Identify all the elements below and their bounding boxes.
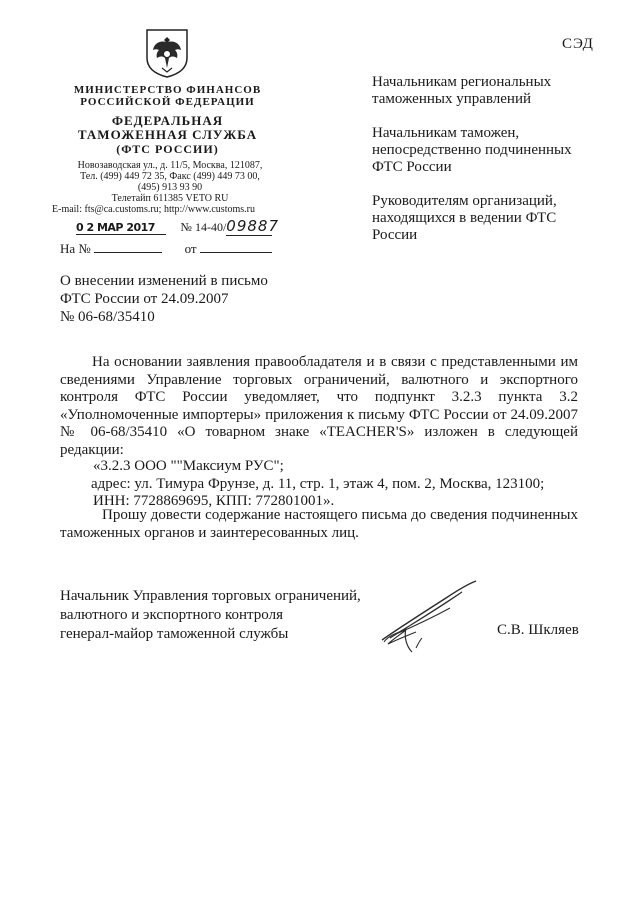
signature-position <box>60 587 380 644</box>
service-line-2: ТАМОЖЕННАЯ СЛУЖБА <box>77 127 258 142</box>
quote-line-3: ИНН: 7728869695, КПП: 772801001». <box>93 493 335 509</box>
handwritten-signature <box>376 578 486 658</box>
sender-teletype: Телетайп 611385 VETO RU <box>111 193 229 204</box>
body-paragraph-1: На основании заявления правообладателя и в связи с представленными им сведениями Управление торговых ограничений, валютного и экспортного контроля ФТС России уведомляет, что подпункт 3.2.3 пункта 3.2 «Уполномоченные импортеры» приложения к письму ФТС России от 24.09.2007 № 06-68/35410 «О товарном знаке «TEACHER'S» изложен в следующей редакции: <box>60 354 578 458</box>
sender-address: Новозаводская ул., д. 11/5, Москва, 121087, <box>77 160 263 171</box>
subject-line-2: ФТС России от 24.09.2007 <box>60 291 229 307</box>
ministry-line-2: РОССИЙСКОЙ ФЕДЕРАЦИИ <box>80 96 255 108</box>
document-mark: СЭД <box>562 36 594 52</box>
registration-number-prefix: № 14-40/ <box>180 220 227 234</box>
sender-contacts <box>40 160 300 215</box>
body-paragraph-2: Прошу довести содержание настоящего письма до сведения подчиненных таможенных органов и заинтересованных лиц. <box>60 507 578 541</box>
reference-field <box>94 240 162 253</box>
subject-line-1: О внесении изменений в письмо <box>60 273 268 289</box>
from-label: от <box>184 241 197 256</box>
registration-date: 0 2 МАР 2017 <box>76 221 166 235</box>
body-quote <box>93 458 573 511</box>
from-field <box>200 240 272 253</box>
recipient-2: Начальникам таможен, непосредственно подчиненных ФТС России <box>372 125 572 175</box>
signatory-name: С.В. Шкляев <box>497 622 579 638</box>
quote-line-1: «3.2.3 ООО ""Максиум РУС"; <box>93 458 284 474</box>
sender-phone: Тел. (499) 449 72 35, Факс (499) 449 73 00, <box>80 171 260 182</box>
reference-label: На № <box>60 241 91 256</box>
position-line-1: Начальник Управления торговых ограничений, <box>60 588 361 604</box>
position-line-2: валютного и экспортного контроля <box>60 607 283 623</box>
sender-phone-2: (495) 913 93 90 <box>137 182 203 193</box>
recipient-3: Руководителям организаций, находящихся в ведении ФТС России <box>372 193 557 243</box>
registration-number: 09887 <box>226 217 279 235</box>
service-line-3: (ФТС РОССИИ) <box>116 142 219 156</box>
registration-line <box>76 217 296 236</box>
subject-line-3: № 06-68/35410 <box>60 309 155 325</box>
reference-line <box>60 240 300 257</box>
service-line-1: ФЕДЕРАЛЬНАЯ <box>111 113 224 128</box>
sender-block <box>50 84 285 156</box>
sender-email: E-mail: fts@ca.customs.ru; http://www.customs.ru <box>52 204 255 215</box>
recipient-1: Начальникам региональных таможенных управлений <box>372 74 552 107</box>
position-line-3: генерал-майор таможенной службы <box>60 626 289 642</box>
subject <box>60 272 320 326</box>
emblem-icon <box>145 28 189 78</box>
ministry-line-1: МИНИСТЕРСТВО ФИНАНСОВ <box>73 84 262 96</box>
quote-line-2: адрес: ул. Тимура Фрунзе, д. 11, стр. 1, этаж 4, пом. 2, Москва, 123100; <box>91 475 545 492</box>
